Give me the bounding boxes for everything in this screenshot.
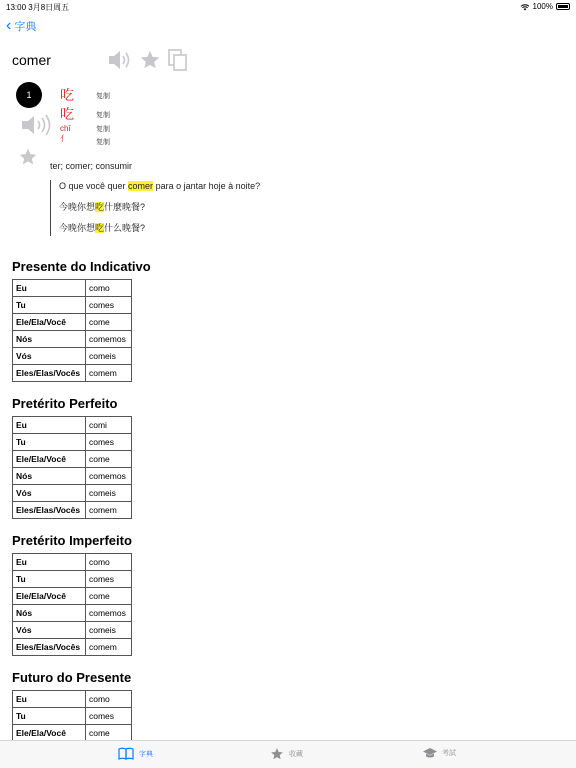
section-title: Pretérito Imperfeito xyxy=(12,533,132,548)
pronoun-cell: Eu xyxy=(13,417,86,434)
verb-form-cell: come xyxy=(86,588,132,605)
character-column xyxy=(60,86,74,144)
pronoun-cell: Eu xyxy=(13,554,86,571)
pronoun-cell: Nós xyxy=(13,605,86,622)
back-label: 字典 xyxy=(14,21,37,33)
example-portuguese: O que você quer comer para o jantar hoje à noite? xyxy=(59,181,261,191)
verb-form-cell: comem xyxy=(86,502,132,519)
pronoun-cell: Eles/Elas/Vocês xyxy=(13,365,86,382)
table-row xyxy=(13,297,132,314)
star-icon[interactable] xyxy=(18,147,38,167)
battery-percent: 100% xyxy=(532,2,553,11)
conjugation-table xyxy=(12,553,132,656)
verb-form-cell: como xyxy=(86,691,132,708)
verb-form-cell: come xyxy=(86,451,132,468)
verb-form-cell: comes xyxy=(86,297,132,314)
verb-form-cell: comeis xyxy=(86,348,132,365)
verb-form-cell: comeis xyxy=(86,485,132,502)
tab-label: 字典 xyxy=(139,750,153,758)
copy-simplified-button[interactable]: 复制 xyxy=(96,112,110,119)
traditional-character: 吃 xyxy=(60,87,74,103)
conjugation-section-futuro-presente xyxy=(12,670,132,742)
star-icon xyxy=(270,747,284,761)
conjugation-table xyxy=(12,416,132,519)
star-icon[interactable] xyxy=(139,49,161,71)
tab-bar xyxy=(0,740,576,768)
copy-pinyin-button[interactable]: 复制 xyxy=(96,126,110,133)
copy-icon[interactable] xyxy=(167,48,189,72)
table-row xyxy=(13,417,132,434)
table-row xyxy=(13,571,132,588)
table-row xyxy=(13,485,132,502)
table-row xyxy=(13,331,132,348)
word-title: comer xyxy=(12,52,51,68)
tab-exam[interactable] xyxy=(423,747,456,759)
verb-form-cell: comemos xyxy=(86,331,132,348)
status-time: 13:00 3月8日周五 xyxy=(6,3,70,12)
tab-label: 考試 xyxy=(442,750,456,757)
table-row xyxy=(13,588,132,605)
pronoun-cell: Eles/Elas/Vocês xyxy=(13,502,86,519)
highlighted-word: comer xyxy=(128,181,154,191)
verb-form-cell: comeis xyxy=(86,622,132,639)
conjugation-table xyxy=(12,690,132,742)
section-title: Presente do Indicativo xyxy=(12,259,151,274)
pronoun-cell: Nós xyxy=(13,468,86,485)
verb-form-cell: comes xyxy=(86,434,132,451)
conjugation-table xyxy=(12,279,132,382)
wifi-icon xyxy=(520,3,530,11)
table-row xyxy=(13,451,132,468)
definition-number-badge: 1 xyxy=(16,82,42,108)
verb-form-cell: comes xyxy=(86,708,132,725)
table-row xyxy=(13,468,132,485)
conjugation-section-presente-indicativo xyxy=(12,259,151,382)
book-icon xyxy=(118,747,134,760)
conjugation-section-preterito-perfeito xyxy=(12,396,132,519)
verb-form-cell: comemos xyxy=(86,605,132,622)
tab-favorites[interactable] xyxy=(270,747,303,761)
highlighted-word: 吃 xyxy=(95,202,105,212)
pronoun-cell: Vós xyxy=(13,622,86,639)
chevron-left-icon: ‹ xyxy=(6,17,12,34)
highlighted-word: 吃 xyxy=(95,223,105,233)
section-title: Futuro do Presente xyxy=(12,670,132,685)
pronoun-cell: Ele/Ela/Você xyxy=(13,314,86,331)
copy-traditional-button[interactable]: 复制 xyxy=(96,93,110,100)
example-simplified: 今晚你想吃什么晚餐? xyxy=(59,223,146,233)
verb-form-cell: comemos xyxy=(86,468,132,485)
pronoun-cell: Vós xyxy=(13,348,86,365)
battery-icon xyxy=(556,3,570,10)
table-row xyxy=(13,502,132,519)
examples-block xyxy=(50,180,260,236)
table-row xyxy=(13,725,132,742)
section-title: Pretérito Perfeito xyxy=(12,396,118,411)
table-row xyxy=(13,348,132,365)
verb-form-cell: comem xyxy=(86,639,132,656)
word-header xyxy=(12,48,189,72)
verb-form-cell: come xyxy=(86,314,132,331)
verb-form-cell: como xyxy=(86,280,132,297)
pronoun-cell: Tu xyxy=(13,708,86,725)
pronoun-cell: Vós xyxy=(13,485,86,502)
pinyin: chī xyxy=(60,124,71,133)
table-row xyxy=(13,605,132,622)
verb-form-cell: comes xyxy=(86,571,132,588)
table-row xyxy=(13,691,132,708)
pronoun-cell: Eu xyxy=(13,280,86,297)
pronoun-cell: Eu xyxy=(13,691,86,708)
simplified-character: 吃 xyxy=(60,106,74,122)
speaker-icon[interactable] xyxy=(107,48,133,72)
status-indicators xyxy=(520,2,570,11)
table-row xyxy=(13,639,132,656)
pronoun-cell: Eles/Elas/Vocês xyxy=(13,639,86,656)
verb-form-cell: comi xyxy=(86,417,132,434)
table-row xyxy=(13,365,132,382)
table-row xyxy=(13,434,132,451)
table-row xyxy=(13,314,132,331)
example-traditional: 今晚你想吃什麼晚餐? xyxy=(59,202,146,212)
back-button[interactable] xyxy=(6,18,36,34)
status-bar xyxy=(0,0,576,14)
table-row xyxy=(13,554,132,571)
graduation-cap-icon xyxy=(423,747,437,759)
table-row xyxy=(13,280,132,297)
pronoun-cell: Tu xyxy=(13,297,86,314)
pronoun-cell: Ele/Ela/Você xyxy=(13,451,86,468)
verb-form-cell: come xyxy=(86,725,132,742)
pronoun-cell: Ele/Ela/Você xyxy=(13,588,86,605)
meaning-text: ter; comer; consumir xyxy=(50,161,133,171)
verb-form-cell: comem xyxy=(86,365,132,382)
pronoun-cell: Tu xyxy=(13,571,86,588)
tab-label: 收藏 xyxy=(289,751,303,758)
pronoun-cell: Ele/Ela/Você xyxy=(13,725,86,742)
conjugation-section-preterito-imperfeito xyxy=(12,533,132,656)
pronoun-cell: Nós xyxy=(13,331,86,348)
pronoun-cell: Tu xyxy=(13,434,86,451)
radical: 亻 xyxy=(60,134,68,143)
verb-form-cell: como xyxy=(86,554,132,571)
speaker-icon[interactable] xyxy=(20,113,52,137)
tab-dictionary[interactable] xyxy=(118,747,153,760)
copy-radical-button[interactable]: 复制 xyxy=(96,139,110,146)
table-row xyxy=(13,708,132,725)
table-row xyxy=(13,622,132,639)
